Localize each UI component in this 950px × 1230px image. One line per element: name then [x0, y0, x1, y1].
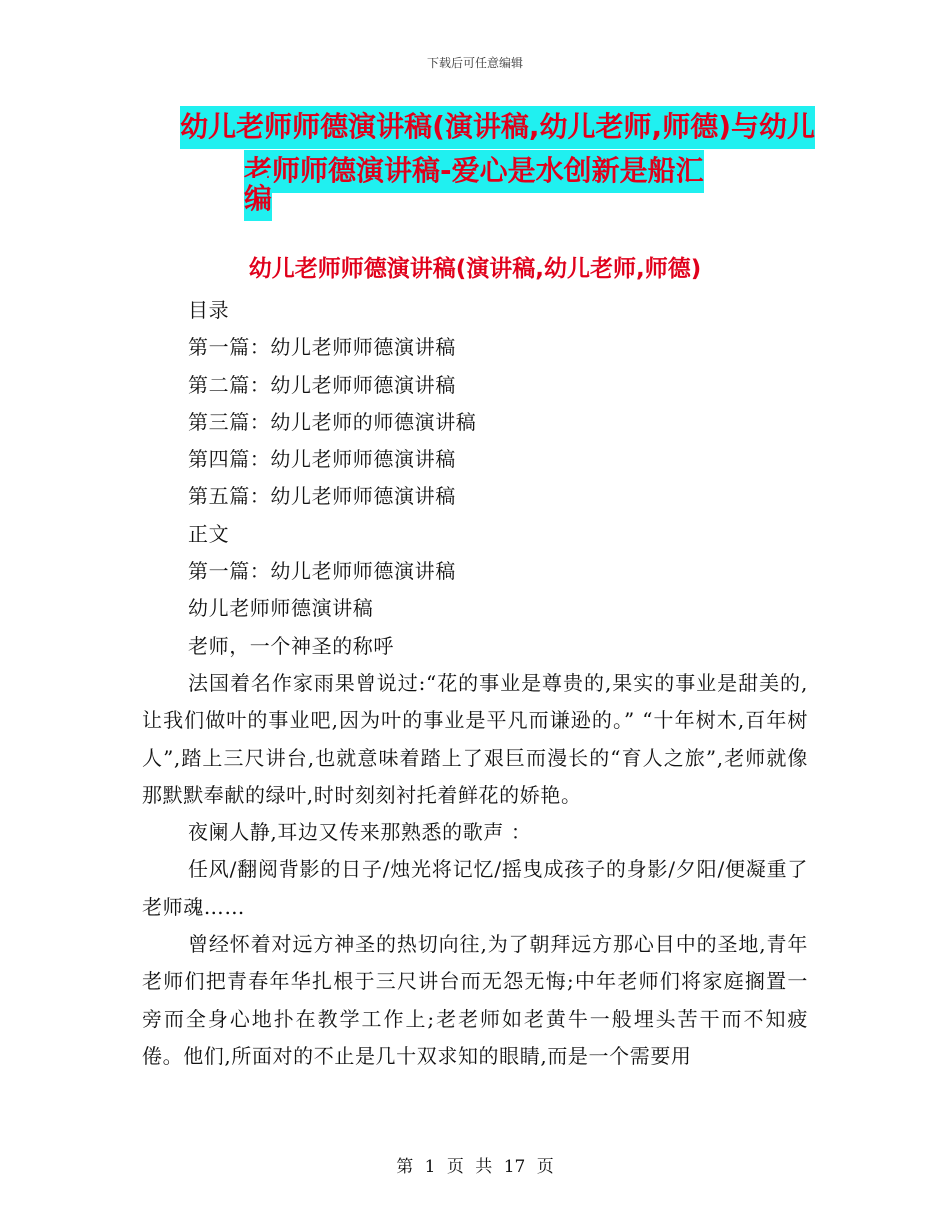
body-heading: 正文	[188, 521, 230, 546]
main-title-line-1-text: 幼儿老师师德演讲稿(演讲稿,幼儿老师,师德)与幼儿	[180, 106, 815, 149]
section-title: 第一篇：幼儿老师师德演讲稿	[188, 559, 456, 584]
document-body	[142, 292, 808, 1075]
paragraph: 法国着名作家雨果曾说过:“花的事业是尊贵的,果实的事业是甜美的,让我们做叶的事业吧,因为叶的事业是平凡而谦逊的。” “十年树木,百年树人”,踏上三尺讲台,也就意味着踏上了艰巨而漫长的“育人之旅”,老师就像那默默奉献的绿叶,时时刻刻衬托着鲜花的娇艳。	[142, 670, 808, 807]
page-footer: 第 1 页 共 17 页	[396, 1157, 554, 1177]
toc-item: 第一篇：幼儿老师师德演讲稿	[188, 335, 456, 360]
speech-title: 幼儿老师师德演讲稿	[188, 596, 374, 621]
toc-heading: 目录	[188, 298, 230, 322]
paragraph: 任风/翻阅背影的日子/烛光将记忆/摇曳成孩子的身影/夕阳/便凝重了老师魂……	[142, 857, 808, 919]
main-title-line-2-text: 老师师德演讲稿-爱心是水创新是船汇编	[244, 150, 704, 221]
section-subtitle: 幼儿老师师德演讲稿(演讲稿,幼儿老师,师德)	[248, 256, 702, 282]
toc-item: 第四篇：幼儿老师师德演讲稿	[188, 447, 456, 472]
main-title-line-2	[244, 154, 724, 215]
page-header-note: 下载后可任意编辑	[426, 56, 523, 70]
speech-subtitle: 老师，一个神圣的称呼	[188, 633, 394, 658]
toc-item: 第三篇：幼儿老师的师德演讲稿	[188, 409, 477, 434]
toc-item: 第二篇：幼儿老师师德演讲稿	[188, 372, 456, 397]
paragraph: 曾经怀着对远方神圣的热切向往,为了朝拜远方那心目中的圣地,青年老师们把青春年华扎根于三尺讲台而无怨无悔;中年老师们将家庭搁置一旁而全身心地扑在教学工作上;老老师如老黄牛一般埋头苦干而不知疲倦。他们,所面对的不止是几十双求知的眼睛,而是一个需要用	[142, 932, 808, 1068]
toc-item: 第五篇：幼儿老师师德演讲稿	[188, 484, 456, 509]
paragraph: 夜阑人静,耳边又传来那熟悉的歌声 ：	[188, 820, 532, 845]
main-title-line-1	[140, 110, 815, 143]
